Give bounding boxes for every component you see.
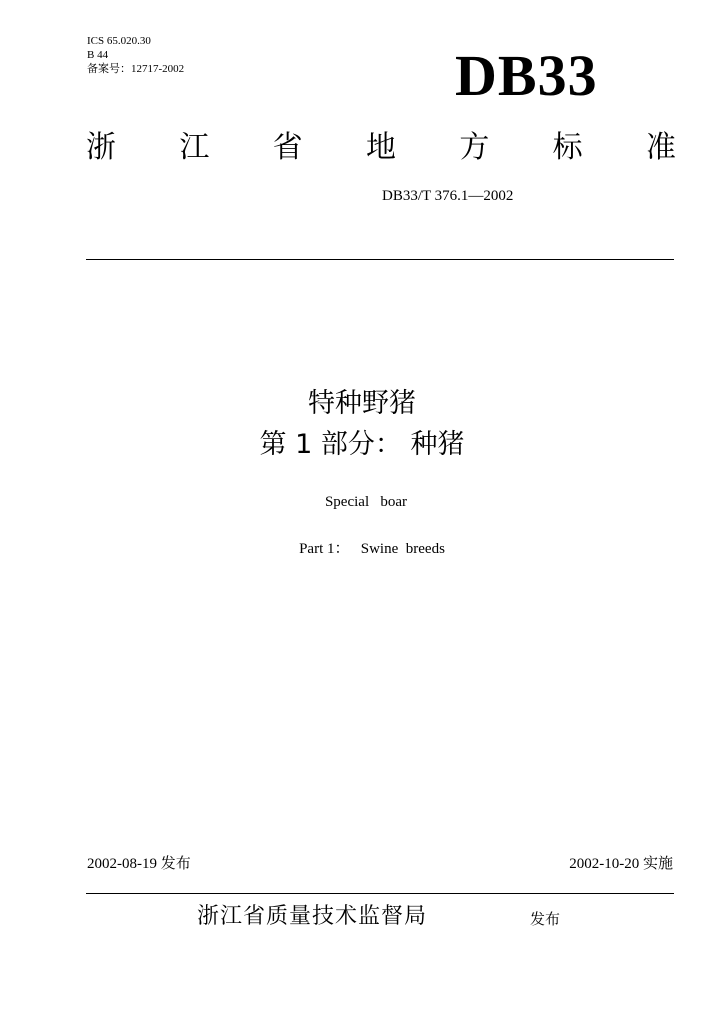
issuing-authority: 浙江省质量技术监督局 <box>197 904 428 929</box>
title-cn-main: 特种野猪 <box>308 388 416 419</box>
category-char: 准 <box>645 130 676 165</box>
bottom-divider <box>86 893 674 894</box>
category-char: 省 <box>272 130 303 165</box>
category-char: 江 <box>179 130 210 165</box>
standard-code: DB33 <box>455 43 598 108</box>
issue-date: 2002-08-19 发布 <box>87 856 191 872</box>
category-char: 标 <box>552 130 583 165</box>
top-divider <box>86 259 674 260</box>
issue-action: 发布 <box>530 910 561 928</box>
ics-code: ICS 65.020.30 <box>87 35 151 47</box>
standard-category <box>86 128 676 168</box>
category-char: 浙 <box>86 130 116 165</box>
title-en-part: Part 1： Swine breeds <box>299 541 445 557</box>
record-number: 备案号：12717-2002 <box>87 63 185 75</box>
category-char: 地 <box>365 130 396 165</box>
classification-code: B 44 <box>87 49 109 61</box>
title-en-main: Special boar <box>324 494 408 510</box>
category-char: 方 <box>459 130 490 165</box>
title-cn-part: 第 1 部分： 种猪 <box>259 429 465 460</box>
effective-date: 2002-10-20 实施 <box>569 856 673 872</box>
standard-number: DB33/T 376.1—2002 <box>382 188 514 204</box>
